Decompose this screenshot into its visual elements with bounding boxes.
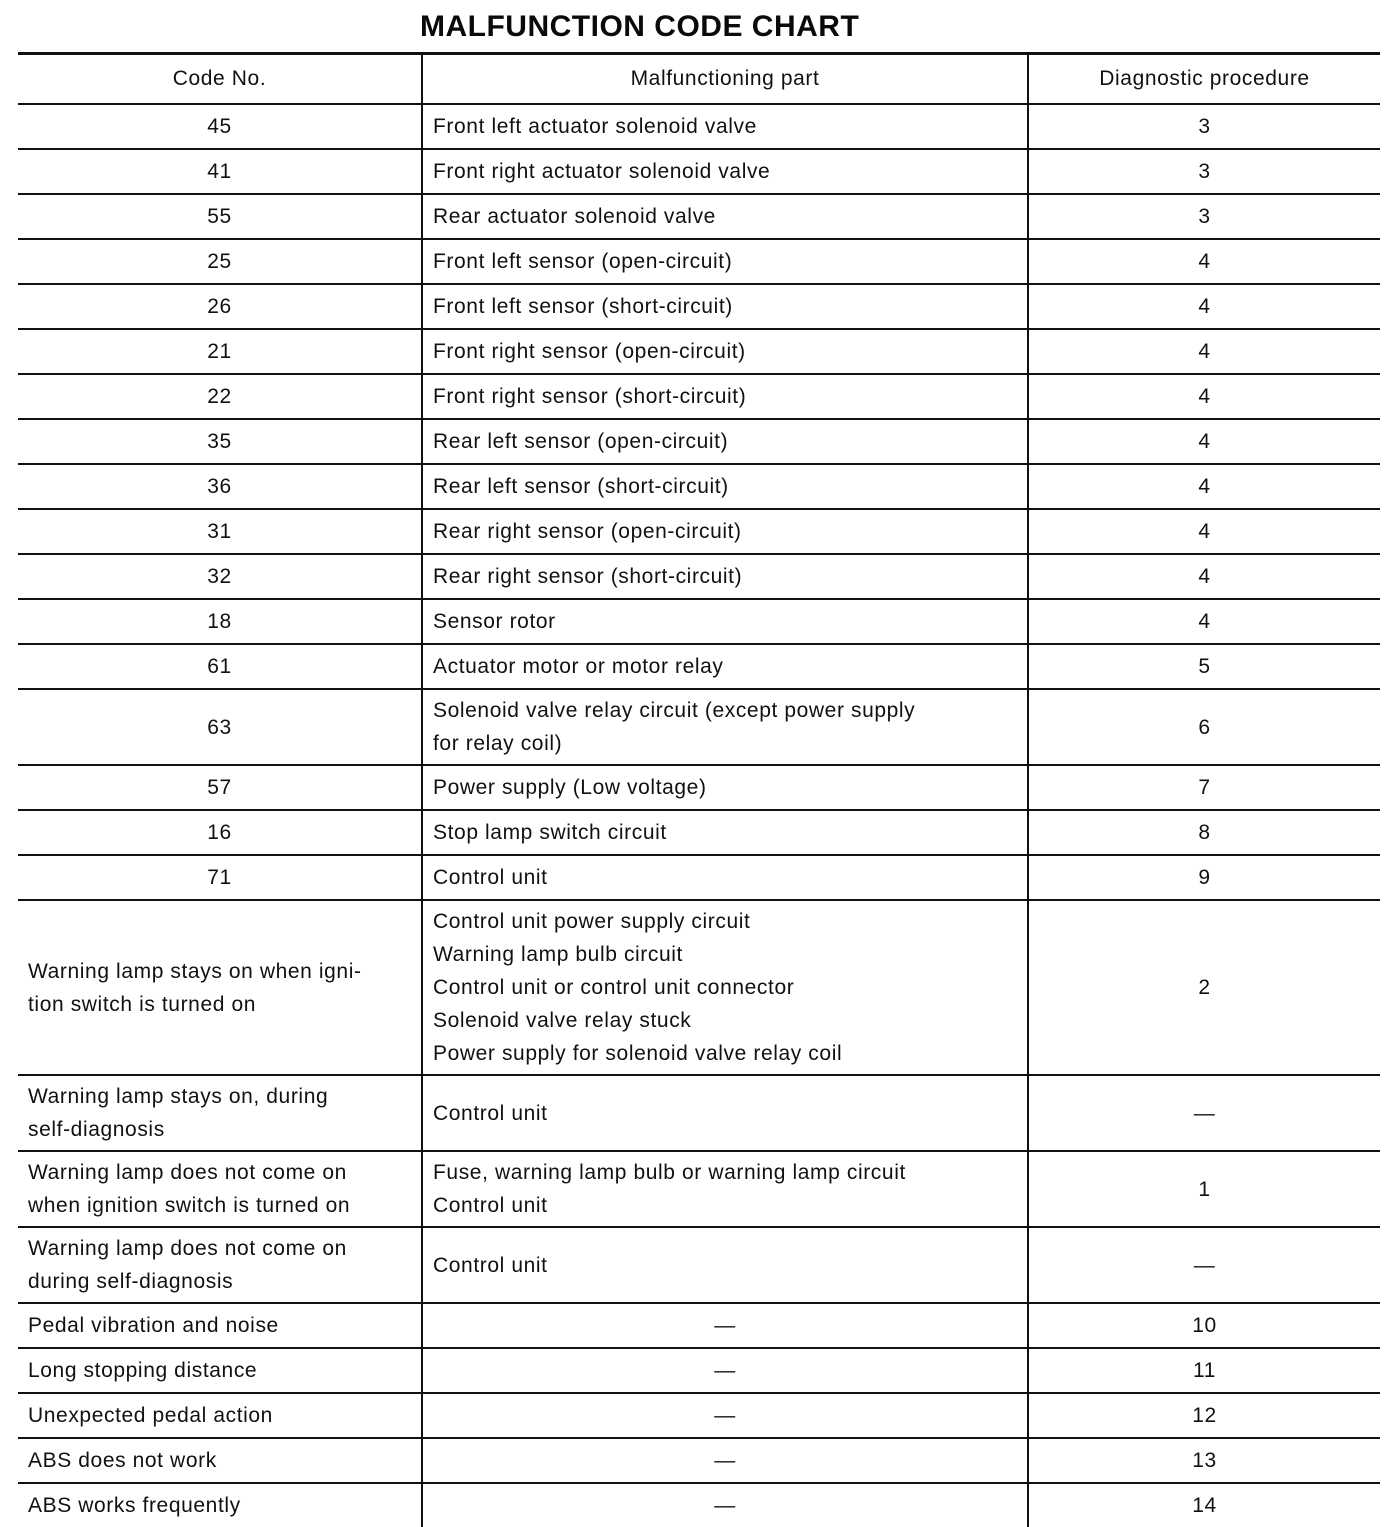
malfunctioning-part-cell: [422, 464, 1028, 509]
diagnostic-procedure-cell: 10: [1028, 1303, 1380, 1348]
part-text: Rear right sensor (open-circuit): [433, 520, 742, 543]
table-body: [18, 104, 1380, 1527]
part-text: Sensor rotor: [433, 610, 556, 633]
part-text: Solenoid valve relay circuit (except power supply: [433, 699, 916, 722]
malfunctioning-part-cell: [422, 1227, 1028, 1303]
malfunctioning-part-cell: [422, 374, 1028, 419]
header-malfunctioning-part: Malfunctioning part: [422, 54, 1028, 105]
part-text: Front left sensor (open-circuit): [433, 250, 733, 273]
malfunctioning-part-cell: [422, 689, 1028, 765]
malfunctioning-part-cell: [422, 194, 1028, 239]
header-diagnostic-procedure: Diagnostic procedure: [1028, 54, 1380, 105]
condition-text: self-diagnosis: [28, 1118, 165, 1141]
part-text: Control unit: [433, 1101, 548, 1125]
part-text: Control unit: [433, 1253, 548, 1277]
part-text: Front left sensor (short-circuit): [433, 295, 733, 318]
code-cell: [18, 1303, 422, 1348]
part-text: Rear actuator solenoid valve: [433, 205, 716, 228]
code-cell: [18, 1393, 422, 1438]
part-text: Stop lamp switch circuit: [433, 821, 667, 844]
part-text: Rear left sensor (open-circuit): [433, 430, 729, 453]
part-text: Warning lamp bulb circuit: [433, 943, 683, 966]
table-row: [18, 1483, 1380, 1527]
malfunctioning-part-cell: —: [422, 1303, 1028, 1348]
table-row: [18, 554, 1380, 599]
condition-text: Pedal vibration and noise: [28, 1314, 279, 1337]
table-row: [18, 1438, 1380, 1483]
malfunctioning-part-cell: —: [422, 1483, 1028, 1527]
diagnostic-procedure-cell: —: [1028, 1075, 1380, 1151]
malfunctioning-part-cell: [422, 810, 1028, 855]
diagnostic-procedure-cell: —: [1028, 1227, 1380, 1303]
diagnostic-procedure-cell: 3: [1028, 104, 1380, 149]
table-row: [18, 765, 1380, 810]
code-cell: [18, 1348, 422, 1393]
diagnostic-procedure-cell: 4: [1028, 599, 1380, 644]
code-cell: 61: [18, 644, 422, 689]
code-cell: [18, 1483, 422, 1527]
diagnostic-procedure-cell: 4: [1028, 554, 1380, 599]
condition-text: when ignition switch is turned on: [28, 1194, 351, 1217]
code-cell: 21: [18, 329, 422, 374]
diagnostic-procedure-cell: 9: [1028, 855, 1380, 900]
condition-text: Warning lamp does not come on: [28, 1237, 347, 1260]
code-cell: [18, 1075, 422, 1151]
diagnostic-procedure-cell: 11: [1028, 1348, 1380, 1393]
condition-text: Unexpected pedal action: [28, 1404, 273, 1427]
diagnostic-procedure-cell: 14: [1192, 1494, 1217, 1517]
table-row: [18, 689, 1380, 765]
diagnostic-procedure-cell: 4: [1028, 284, 1380, 329]
condition-text: ABS works frequently: [28, 1494, 241, 1517]
table-row: [18, 810, 1380, 855]
table-row: [18, 464, 1380, 509]
part-text: Fuse, warning lamp bulb or warning lamp circuit: [433, 1161, 906, 1184]
malfunctioning-part-cell: [422, 419, 1028, 464]
malfunctioning-part-cell: [422, 644, 1028, 689]
malfunction-code-table: [18, 52, 1380, 1527]
table-row: [18, 1303, 1380, 1348]
malfunctioning-part-cell: —: [422, 1393, 1028, 1438]
part-text: Control unit power supply circuit: [433, 910, 751, 933]
table-row: [18, 104, 1380, 149]
code-cell: 35: [18, 419, 422, 464]
diagnostic-procedure-cell: 4: [1028, 419, 1380, 464]
diagnostic-procedure-cell: 3: [1028, 194, 1380, 239]
malfunctioning-part-cell: [422, 329, 1028, 374]
malfunctioning-part-cell: [422, 765, 1028, 810]
table-row: [18, 194, 1380, 239]
condition-text: Warning lamp does not come on: [28, 1161, 347, 1184]
code-cell: [18, 1438, 422, 1483]
part-text: Front left actuator solenoid valve: [433, 115, 757, 138]
diagnostic-procedure-cell: 4: [1028, 239, 1380, 284]
code-cell: [18, 900, 422, 1075]
condition-text: Warning lamp stays on when igni-: [28, 959, 362, 983]
code-cell: 45: [18, 104, 422, 149]
part-text: Front right sensor (open-circuit): [433, 340, 746, 363]
table-row: [18, 900, 1380, 1075]
malfunctioning-part-cell: —: [422, 1438, 1028, 1483]
malfunctioning-part-cell: [422, 284, 1028, 329]
condition-text: tion switch is turned on: [28, 992, 257, 1016]
part-text: for relay coil): [433, 732, 563, 755]
code-cell: 36: [18, 464, 422, 509]
malfunctioning-part-cell: [422, 149, 1028, 194]
code-cell: 25: [18, 239, 422, 284]
malfunctioning-part-cell: [422, 554, 1028, 599]
table-row: [18, 599, 1380, 644]
table-row: [18, 855, 1380, 900]
table-row: [18, 1151, 1380, 1227]
diagnostic-procedure-cell: 4: [1028, 374, 1380, 419]
page-title: MALFUNCTION CODE CHART: [420, 10, 860, 43]
table-row: [18, 1348, 1380, 1393]
code-cell: [18, 1227, 422, 1303]
malfunctioning-part-cell: [422, 239, 1028, 284]
table-row: [18, 644, 1380, 689]
code-cell: 26: [18, 284, 422, 329]
condition-text: Warning lamp stays on, during: [28, 1085, 329, 1108]
diagnostic-procedure-cell: 7: [1028, 765, 1380, 810]
diagnostic-procedure-cell: 3: [1028, 149, 1380, 194]
part-text: Front right actuator solenoid valve: [433, 160, 771, 183]
malfunctioning-part-cell: [422, 509, 1028, 554]
table-row: [18, 509, 1380, 554]
table-row: [18, 1393, 1380, 1438]
diagnostic-procedure-cell: 4: [1028, 329, 1380, 374]
table-header-row: [18, 54, 1380, 105]
part-text: Power supply (Low voltage): [433, 776, 707, 799]
malfunctioning-part-cell: [422, 599, 1028, 644]
malfunctioning-part-cell: [422, 1075, 1028, 1151]
condition-text: during self-diagnosis: [28, 1270, 234, 1293]
malfunctioning-part-cell: [422, 1151, 1028, 1227]
malfunctioning-part-cell: —: [422, 1348, 1028, 1393]
table-row: [18, 419, 1380, 464]
diagnostic-procedure-cell: 5: [1028, 644, 1380, 689]
part-text: Actuator motor or motor relay: [433, 655, 724, 678]
header-code-no: Code No.: [18, 54, 422, 105]
code-cell: 41: [18, 149, 422, 194]
code-cell: 55: [18, 194, 422, 239]
table-row: [18, 149, 1380, 194]
code-cell: 32: [18, 554, 422, 599]
diagnostic-procedure-cell: 2: [1028, 900, 1380, 1075]
malfunction-code-table-wrapper: [18, 52, 1380, 1527]
condition-text: ABS does not work: [28, 1449, 217, 1472]
code-cell: [18, 1151, 422, 1227]
code-cell: 16: [18, 810, 422, 855]
part-text: Control unit: [433, 866, 548, 889]
malfunctioning-part-cell: [422, 855, 1028, 900]
part-text: Front right sensor (short-circuit): [433, 385, 747, 408]
diagnostic-procedure-cell: 1: [1028, 1151, 1380, 1227]
code-cell: 71: [18, 855, 422, 900]
diagnostic-procedure-cell: 4: [1028, 464, 1380, 509]
diagnostic-procedure-cell: 4: [1028, 509, 1380, 554]
table-row: [18, 239, 1380, 284]
part-text: Solenoid valve relay stuck: [433, 1009, 692, 1032]
diagnostic-procedure-cell: 13: [1028, 1438, 1380, 1483]
malfunctioning-part-cell: [422, 900, 1028, 1075]
table-row: [18, 374, 1380, 419]
table-row: [18, 329, 1380, 374]
table-row: [18, 1075, 1380, 1151]
table-row: [18, 1227, 1380, 1303]
diagnostic-procedure-cell: 8: [1028, 810, 1380, 855]
code-cell: 31: [18, 509, 422, 554]
part-text: Control unit or control unit connector: [433, 976, 795, 999]
malfunctioning-part-cell: [422, 104, 1028, 149]
part-text: Rear left sensor (short-circuit): [433, 475, 729, 498]
diagnostic-procedure-cell: 6: [1028, 689, 1380, 765]
code-cell: 18: [18, 599, 422, 644]
condition-text: Long stopping distance: [28, 1359, 258, 1382]
table-row: [18, 284, 1380, 329]
code-cell: 63: [18, 689, 422, 765]
part-text: Power supply for solenoid valve relay coil: [433, 1042, 843, 1065]
part-text: Rear right sensor (short-circuit): [433, 565, 743, 588]
diagnostic-procedure-cell: 12: [1028, 1393, 1380, 1438]
part-text: Control unit: [433, 1194, 548, 1217]
code-cell: 22: [18, 374, 422, 419]
code-cell: 57: [18, 765, 422, 810]
